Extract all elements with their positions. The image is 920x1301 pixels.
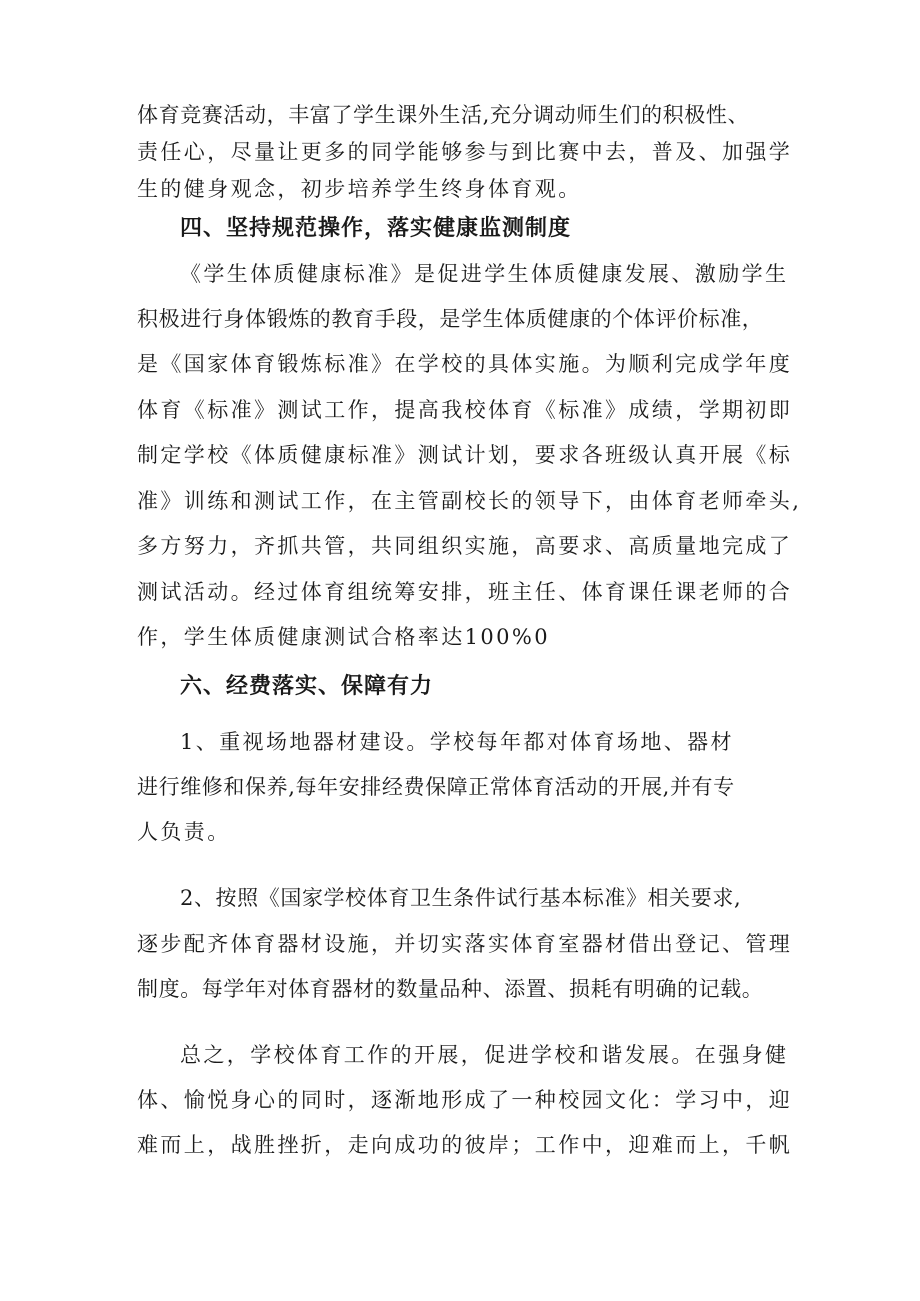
section-four-line-1: 《学生体质健康标准》是促进学生体质健康发展、激励学生 [180,262,789,286]
section-six-item1-line-1: 1、重视场地器材建设。学校每年都对体育场地、器材 [180,730,734,754]
section-four-heading: 四、坚持规范操作，落实健康监测制度 [180,216,572,241]
section-six-item1-line-2: 进行维修和保养,每年安排经费保障正常体育活动的开展,并有专 [137,775,735,799]
section-six-heading: 六、经费落实、保障有力 [180,674,434,699]
conclusion-line-3: 难而上，战胜挫折，走向成功的彼岸；工作中，迎难而上，千帆 [137,1133,793,1157]
section-four-line-4: 体育《标准》测试工作，提高我校体育《标准》成绩，学期初即 [137,398,793,422]
section-four-line-3: 是《国家体育锻炼标准》在学校的具体实施。为顺利完成学年度 [137,352,793,376]
section-six-item2-line-2: 逐步配齐体育器材设施，并切实落实体育室器材借出登记、管理 [137,932,793,956]
section-four-line-8: 测试活动。经过体育组统筹安排，班主任、体育课任课老师的合 [137,580,793,604]
section-four-line-7: 多方努力，齐抓共管，共同组织实施，高要求、高质量地完成了 [137,534,793,558]
section-four-line-6: 准》训练和测试工作，在主管副校长的领导下，由体育老师牵头, [137,489,802,513]
conclusion-line-2: 体、愉悦身心的同时，逐渐地形成了一种校园文化：学习中，迎 [137,1088,793,1112]
section-six-item2-line-1: 2、按照《国家学校体育卫生条件试行基本标准》相关要求, [180,886,742,910]
conclusion-line-1: 总之，学校体育工作的开展，促进学校和谐发展。在强身健 [180,1043,789,1067]
section-six-item2-line-3: 制度。每学年对体育器材的数量品种、添置、损耗有明确的记载。 [137,977,764,1001]
intro-line-2: 责任心，尽量让更多的同学能够参与到比赛中去，普及、加强学 [137,140,793,164]
section-four-line-9: 作，学生体质健康测试合格率达100%0 [137,625,550,649]
intro-line-1: 体育竞赛活动，丰富了学生课外生活,充分调动师生们的积极性、 [137,103,750,127]
intro-line-3: 生的健身观念，初步培养学生终身体育观。 [137,177,582,201]
section-six-item1-line-3: 人负责。 [137,820,231,844]
section-four-line-2: 积极进行身体锻炼的教育手段，是学生体质健康的个体评价标准， [137,307,764,331]
section-four-line-5: 制定学校《体质健康标准》测试计划，要求各班级认真开展《标 [137,443,793,467]
